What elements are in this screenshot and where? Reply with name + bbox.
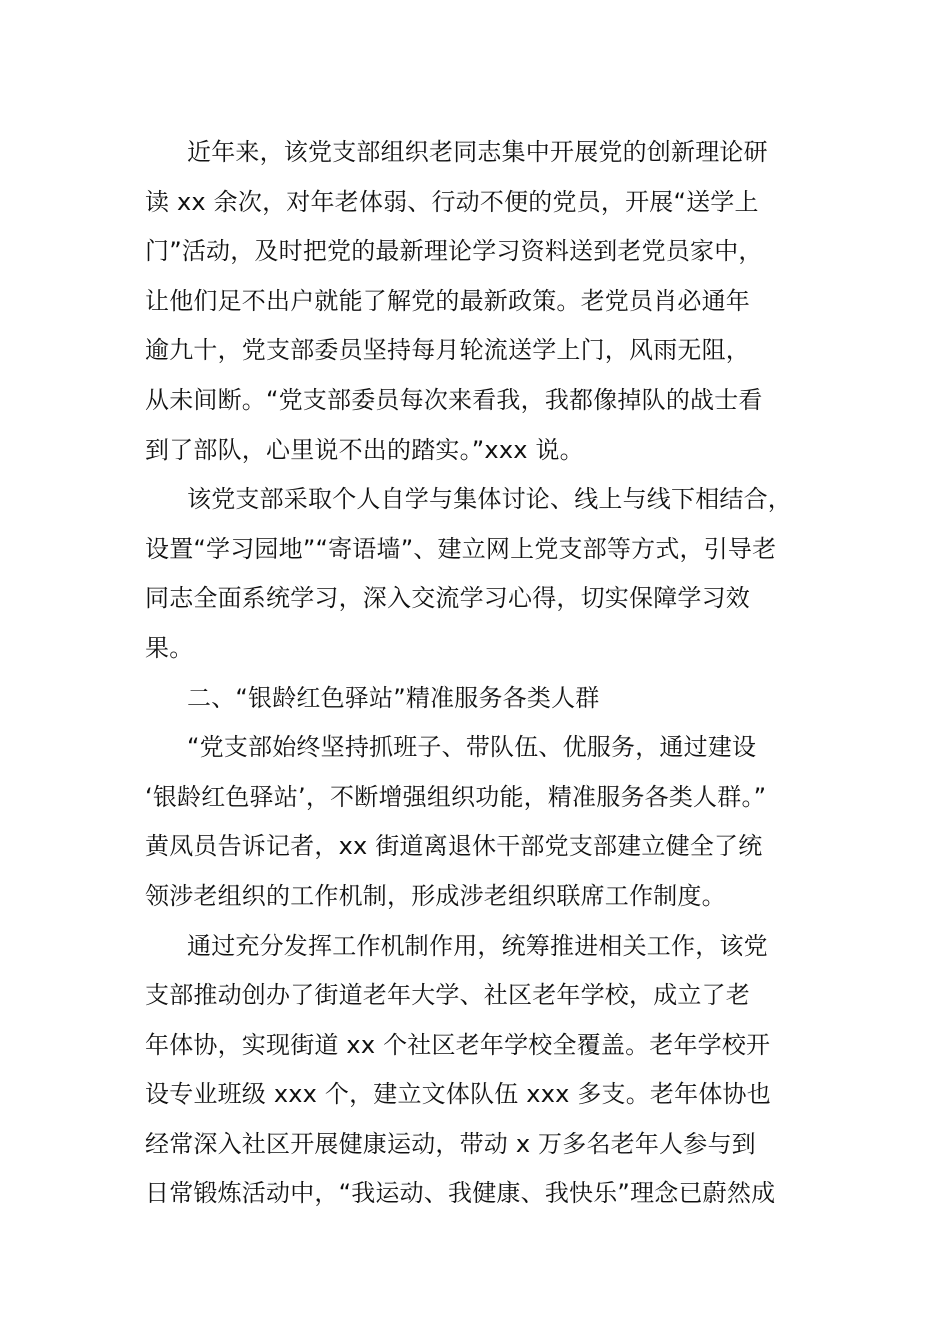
document-body bbox=[145, 128, 825, 1219]
text-line: 设置“学习园地”“寄语墙”、建立网上党支部等方式，引导老 bbox=[145, 534, 777, 563]
text-line: 到了部队，心里说不出的踏实。”xxx 说。 bbox=[145, 435, 584, 464]
text-line: 支部推动创办了街道老年大学、社区老年学校，成立了老 bbox=[145, 981, 750, 1010]
text-line: 果。 bbox=[145, 633, 194, 662]
text-line: 领涉老组织的工作机制，形成涉老组织联席工作制度。 bbox=[145, 881, 726, 910]
text-line: ‘银龄红色驿站’，不断增强组织功能，精准服务各类人群。” bbox=[145, 782, 767, 811]
text-line: “党支部始终坚持抓班子、带队伍、优服务，通过建设 bbox=[187, 733, 757, 762]
text-line: 设专业班级 xxx 个，建立文体队伍 xxx 多支。老年体协也 bbox=[145, 1080, 771, 1109]
text-line: 经常深入社区开展健康运动，带动 x 万多名老年人参与到 bbox=[145, 1129, 756, 1158]
text-line: 逾九十，党支部委员坚持每月轮流送学上门，风雨无阻， bbox=[145, 336, 750, 365]
text-line: 读 xx 余次，对年老体弱、行动不便的党员，开展“送学上 bbox=[145, 187, 759, 216]
text-line: 同志全面系统学习，深入交流学习心得，切实保障学习效 bbox=[145, 584, 750, 613]
text-line: 从未间断。“党支部委员每次来看我，我都像掉队的战士看 bbox=[145, 385, 763, 414]
text-line: 让他们足不出户就能了解党的最新政策。老党员肖必通年 bbox=[145, 286, 750, 315]
text-line: 二、“银龄红色驿站”精准服务各类人群 bbox=[187, 683, 600, 712]
text-line: 通过充分发挥工作机制作用，统筹推进相关工作，该党 bbox=[187, 931, 768, 960]
text-line: 该党支部采取个人自学与集体讨论、线上与线下相结合， bbox=[187, 485, 792, 514]
text-line: 日常锻炼活动中，“我运动、我健康、我快乐”理念已蔚然成 bbox=[145, 1179, 776, 1208]
text-line: 门”活动，及时把党的最新理论学习资料送到老党员家中， bbox=[145, 237, 763, 266]
text-line: 近年来，该党支部组织老同志集中开展党的创新理论研 bbox=[187, 138, 768, 166]
text-line: 黄凤员告诉记者，xx 街道离退休干部党支部建立健全了统 bbox=[145, 832, 763, 861]
text-line: 年体协，实现街道 xx 个社区老年学校全覆盖。老年学校开 bbox=[145, 1030, 771, 1059]
